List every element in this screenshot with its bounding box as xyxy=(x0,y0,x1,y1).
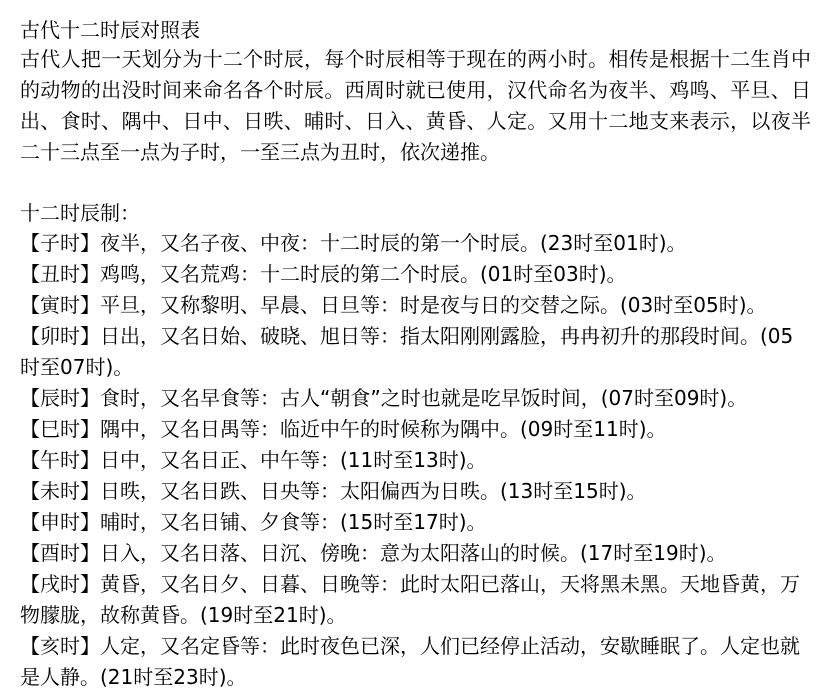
shichen-entry-zi: 【子时】夜半，又名子夜、中夜：十二时辰的第一个时辰。(23时至01时)。 xyxy=(20,231,687,255)
shichen-entry-xu: 【戌时】黄昏，又名日夕、日暮、日晚等：此时太阳已落山，天将黑未黑。天地昏黄，万物朦胧，故称黄昏。(19时至21时)。 xyxy=(20,572,800,627)
shichen-entry-chou: 【丑时】鸡鸣，又名荒鸡：十二时辰的第二个时辰。(01时至03时)。 xyxy=(20,262,627,286)
shichen-entry-yin: 【寅时】平旦，又称黎明、早晨、日旦等：时是夜与日的交替之际。(03时至05时)。 xyxy=(20,293,767,317)
document-title: 古代十二时辰对照表 xyxy=(20,18,200,42)
shichen-list xyxy=(20,228,811,693)
shichen-entry-wu: 【午时】日中，又名日正、中午等：(11时至13时)。 xyxy=(20,448,487,472)
shichen-entry-hai: 【亥时】人定，又名定昏等：此时夜色已深，人们已经停止活动，安歇睡眠了。人定也就是人静。(21时至23时)。 xyxy=(20,634,800,689)
section-heading: 十二时辰制： xyxy=(20,201,140,225)
shichen-entry-mao: 【卯时】日出，又名日始、破晓、旭日等：指太阳刚刚露脸，冉冉初升的那段时间。(05时至07时)。 xyxy=(20,324,794,379)
intro-paragraph: 古代人把一天划分为十二个时辰，每个时辰相等于现在的两小时。相传是根据十二生肖中的动物的出没时间来命名各个时辰。西周时就已使用，汉代命名为夜半、鸡鸣、平旦、日出、食时、隅中、日中、日昳、晡时、日入、黄昏、人定。又用十二地支来表示，以夜半二十三点至一点为子时，一至三点为丑时，依次递推。 xyxy=(20,47,811,164)
shichen-entry-you: 【酉时】日入，又名日落、日沉、傍晚：意为太阳落山的时候。(17时至19时)。 xyxy=(20,541,727,565)
shichen-entry-si: 【巳时】隅中，又名日禺等：临近中午的时候称为隅中。(09时至11时)。 xyxy=(20,417,667,441)
shichen-entry-shen: 【申时】晡时，又名日铺、夕食等：(15时至17时)。 xyxy=(20,510,487,534)
shichen-entry-chen: 【辰时】食时，又名早食等：古人“朝食”之时也就是吃早饭时间，(07时至09时)。 xyxy=(20,386,748,410)
paragraph-spacer xyxy=(20,168,811,198)
shichen-entry-wei: 【未时】日昳，又名日跌、日央等：太阳偏西为日昳。(13时至15时)。 xyxy=(20,479,647,503)
